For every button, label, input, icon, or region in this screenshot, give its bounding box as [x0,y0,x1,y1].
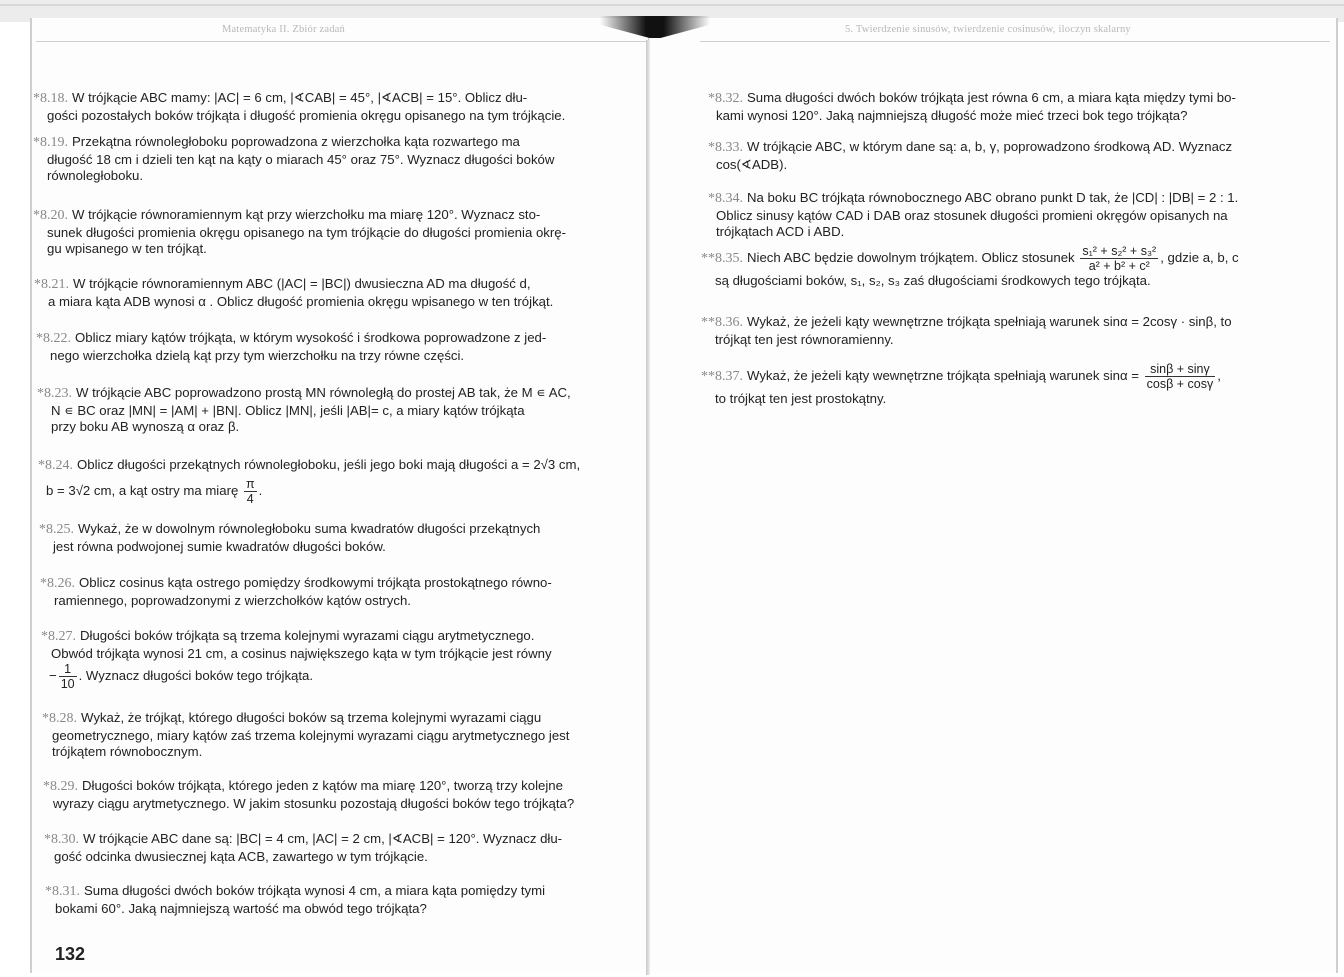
problem-number: *8.23. [37,386,72,401]
problem-8-21 [34,276,553,310]
problem-line: bokami 60°. Jaką najmniejszą wartość ma obwód tego trójkąta? [55,900,427,916]
problem-8-25 [39,521,540,555]
problem-number: **8.36. [701,315,743,330]
problem-line: Wykaż, że w dowolnym równoległoboku suma kwadratów długości przekątnych [78,521,541,536]
problem-line: Suma długości dwóch boków trójkąta jest równa 6 cm, a miara kąta między tymi bo- [747,90,1236,105]
problem-number: *8.34. [708,191,743,206]
problem-line: sunek długości promienia okręgu opisanego na tym trójkącie do długości promienia okrę- [47,224,566,240]
problem-line: Długości boków trójkąta są trzema kolejnymi wyrazami ciągu arytmetycznego. [80,628,535,643]
problem-8-23 [37,385,571,436]
header-rule-right [700,41,1330,42]
problem-line: gość odcinka dwusiecznej kąta ACB, zawartego w tym trójkącie. [54,848,428,864]
problem-line: cos(∢ADB). [716,156,788,172]
problem-line: Długości boków trójkąta, którego jeden z kątów ma miarę 120°, tworzą trzy kolejne [82,778,563,793]
problem-8-19 [33,134,554,185]
background-line [0,4,1344,6]
problem-line: N ∊ BC oraz |MN| = |AM| + |BN|. Oblicz |MN|, jeśli |AB|= c, a miary kątów trójkąta [51,402,525,418]
problem-8-31 [45,883,545,917]
problem-8-37 [701,362,1221,408]
problem-line: trójkąt ten jest równoramienny. [715,331,894,347]
problem-line: Przekątna równoległoboku poprowadzona z wierzchołka kąta rozwartego ma [72,134,520,149]
problem-line: W trójkącie ABC dane są: |BC| = 4 cm, |AC| = 2 cm, |∢ACB| = 120°. Wyznacz dłu- [83,831,563,846]
fraction-numerator: sinβ + sinγ [1145,362,1216,377]
problem-number: *8.27. [41,629,76,644]
fraction-denominator: cosβ + cosγ [1146,377,1214,391]
problem-line: to trójkąt ten jest prostokątny. [715,391,887,406]
problem-line: W trójkącie równoramiennym ABC (|AC| = |BC|) dwusieczna AD ma długość d, [73,276,531,291]
problem-8-18 [33,90,565,124]
problem-8-28 [42,710,569,761]
problem-8-34 [708,190,1238,241]
problem-line: W trójkącie ABC, w którym dane są: a, b, γ, poprowadzono środkową AD. Wyznacz [747,139,1233,154]
problem-number: **8.35. [701,250,743,266]
fraction-denominator: 10 [60,677,75,692]
problem-line: przy boku AB wynoszą α oraz β. [51,419,240,434]
problem-line: wyrazy ciągu arytmetycznego. W jakim stosunku pozostają długości boków tego trójkąta? [53,795,575,811]
fraction-denominator: a² + b² + c² [1088,259,1150,273]
problem-line: kami wynosi 120°. Jaką najmniejszą długość może mieć trzeci bok tego trójkąta? [716,107,1188,123]
problem-line: ramiennego, poprowadzonymi z wierzchołków kątów ostrych. [54,592,411,608]
problem-line-tail: , gdzie a, b, c [1160,249,1239,265]
problem-line: długość 18 cm i dzieli ten kąt na kąty o miarach 45° oraz 75°. Wyznacz długości boków [47,151,555,167]
fraction-numerator: 1 [59,662,77,677]
problem-number: *8.22. [36,331,71,346]
problem-number: *8.32. [708,91,743,106]
problem-number: *8.20. [33,208,68,223]
problem-number: *8.19. [33,135,68,150]
problem-number: **8.37. [701,368,743,384]
problem-8-36 [701,314,1232,348]
problem-8-32 [708,90,1236,124]
problem-line: Na boku BC trójkąta równobocznego ABC obrano punkt D tak, że |CD| : |DB| = 2 : 1. [747,190,1239,205]
problem-line: trójkątem równobocznym. [52,744,203,759]
fraction-numerator: π [245,476,255,491]
problem-8-26 [40,575,552,609]
problem-line: nego wierzchołka dzielą kąt przy tym wierzchołku na trzy równe części. [50,347,465,363]
running-header-left: Matematyka II. Zbiór zadań [222,24,345,35]
problem-line: jest równa podwojonej sumie kwadratów długości boków. [53,538,386,554]
page-fold [646,40,650,975]
fraction-numerator: s₁² + s₂² + s₃² [1082,244,1157,258]
problem-8-24 [38,457,580,506]
problem-line: Oblicz sinusy kątów CAD i DAB oraz stosunek długości promieni okręgów opisanych na [716,207,1228,223]
problem-number: *8.25. [39,522,74,537]
problem-line: Wykaż, że jeżeli kąty wewnętrzne trójkąta spełniają warunek sinα = 2cosγ · sinβ, to [747,314,1232,329]
fraction [59,662,77,691]
problem-number: *8.18. [33,91,68,106]
problem-8-33 [708,139,1232,173]
problem-line-tail: . [258,482,263,498]
problem-line: gości pozostałych boków trójkąta i długość promienia okręgu opisanego na tym trójkącie. [47,107,566,123]
problem-8-29 [43,778,574,812]
problem-8-27 [41,628,552,691]
problem-line: W trójkącie ABC poprowadzono prostą MN równoległą do prostej AB tak, że M ∊ AC, [76,385,571,400]
problem-number: *8.33. [708,140,743,155]
problem-8-30 [44,831,562,865]
problem-number: *8.30. [44,832,79,847]
problem-8-22 [36,330,546,364]
fraction [1080,244,1158,273]
problem-line: W trójkącie ABC mamy: |AC| = 6 cm, |∢CAB| = 45°, |∢ACB| = 15°. Oblicz dłu- [72,90,528,105]
problem-line: są długościami boków, s₁, s₂, s₃ zaś długościami środkowych tego trójkąta. [715,273,1151,288]
problem-line: Oblicz miary kątów trójkąta, w którym wysokość i środkowa poprowadzone z jed- [75,330,547,345]
problem-line: geometrycznego, miary kątów zaś trzema kolejnymi wyrazami ciągu arytmetycznego jest [52,727,570,743]
problem-number: *8.31. [45,884,80,899]
problem-line: a miara kąta ADB wynosi α . Oblicz długość promienia okręgu wpisanego w ten trójkąt. [48,293,554,309]
problem-line: Wykaż, że jeżeli kąty wewnętrzne trójkąta spełniają warunek sinα = [747,367,1139,383]
problem-line: W trójkącie równoramiennym kąt przy wierzchołku ma miarę 120°. Wyznacz sto- [72,207,541,222]
problem-line: Oblicz długości przekątnych równoległoboku, jeśli jego boki mają długości a = 2√3 cm, [77,457,581,472]
problem-line: b = 3√2 cm, a kąt ostry ma miarę [46,482,239,498]
running-header-right: 5. Twierdzenie sinusów, twierdzenie cosinusów, iloczyn skalarny [845,24,1131,35]
problem-number: *8.29. [43,779,78,794]
problem-line: Suma długości dwóch boków trójkąta wynosi 4 cm, a miara kąta pomiędzy tymi [84,883,546,898]
fraction [1145,362,1216,391]
problem-8-35 [701,244,1239,290]
header-rule-left [36,41,646,42]
problem-line: równoległoboku. [47,168,144,183]
problem-line: Niech ABC będzie dowolnym trójkątem. Oblicz stosunek [747,249,1075,265]
problem-line: gu wpisanego w ten trójkąt. [47,241,207,256]
page-number: 132 [55,944,86,964]
problem-line: Oblicz cosinus kąta ostrego pomiędzy środkowymi trójkąta prostokątnego równo- [79,575,552,590]
problem-line: Wykaż, że trójkąt, którego długości boków są trzema kolejnymi wyrazami ciągu [81,710,542,725]
fraction [244,477,257,506]
fraction-denominator: 4 [246,491,254,506]
fraction-sign: − [49,668,57,683]
problem-8-20 [33,207,566,258]
problem-number: *8.26. [40,576,75,591]
problem-line-tail: , [1217,367,1221,383]
problem-line-tail: . Wyznacz długości boków tego trójkąta. [78,668,314,683]
problem-number: *8.28. [42,711,77,726]
problem-number: *8.24. [38,458,73,473]
problem-number: *8.21. [34,277,69,292]
problem-line: trójkątach ACD i ABD. [716,224,845,239]
problem-line: Obwód trójkąta wynosi 21 cm, a cosinus największego kąta w tym trójkącie jest równy [51,645,552,661]
